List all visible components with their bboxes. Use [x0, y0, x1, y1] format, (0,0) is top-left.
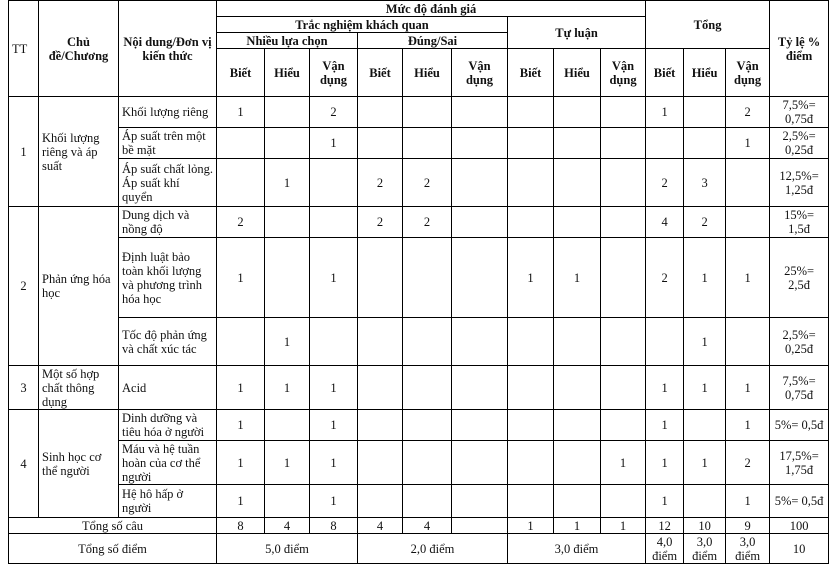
count-cell: [217, 159, 265, 207]
count-cell: 4: [646, 207, 684, 238]
count-cell: 1: [726, 410, 770, 441]
header-topic: Chủ đề/Chương: [39, 1, 119, 97]
count-cell: [554, 485, 601, 518]
score-ratio-cell: 5%= 0,5đ: [770, 485, 829, 518]
count-cell: [403, 318, 452, 366]
mcq-points-cell: 5,0 điểm: [217, 534, 358, 564]
count-cell: [508, 485, 554, 518]
count-cell: [358, 441, 403, 485]
essay-points-cell: 3,0 điểm: [508, 534, 646, 564]
count-cell: 2: [684, 207, 726, 238]
true-false-points-cell: 2,0 điểm: [358, 534, 508, 564]
count-cell: [217, 128, 265, 159]
count-cell: [726, 207, 770, 238]
assessment-matrix-table: [8, 0, 829, 564]
count-cell: 1: [646, 410, 684, 441]
count-cell: [601, 318, 646, 366]
count-cell: [508, 128, 554, 159]
score-ratio-cell: 17,5%= 1,75đ: [770, 441, 829, 485]
count-cell: [554, 441, 601, 485]
content-cell: Định luật bảo toàn khối lượng và phương trình hóa học: [119, 238, 217, 318]
count-cell: 1: [310, 128, 358, 159]
topic-cell: Phản ứng hóa học: [39, 207, 119, 366]
count-cell: 1: [217, 485, 265, 518]
count-cell: 1: [508, 238, 554, 318]
content-cell: Áp suất trên một bề mặt: [119, 128, 217, 159]
count-cell: 1: [310, 485, 358, 518]
score-ratio-cell: 5%= 0,5đ: [770, 410, 829, 441]
count-cell: 2: [310, 97, 358, 128]
count-cell: [508, 97, 554, 128]
count-cell: [452, 207, 508, 238]
count-cell: [265, 128, 310, 159]
level-header-cell: Vận dụng: [310, 49, 358, 97]
count-cell: [601, 97, 646, 128]
count-cell: [601, 207, 646, 238]
total-count-cell: 9: [726, 518, 770, 534]
count-cell: 1: [601, 441, 646, 485]
total-count-cell: 8: [217, 518, 265, 534]
count-cell: [403, 441, 452, 485]
total-count-cell: 10: [684, 518, 726, 534]
count-cell: [403, 410, 452, 441]
count-cell: 1: [646, 97, 684, 128]
count-cell: [601, 238, 646, 318]
total-count-cell: 4: [265, 518, 310, 534]
table-row: [9, 366, 829, 410]
count-cell: [358, 485, 403, 518]
count-cell: [358, 366, 403, 410]
level-header-cell: Vận dụng: [452, 49, 508, 97]
count-cell: 1: [310, 410, 358, 441]
score-ratio-cell: 7,5%= 0,75đ: [770, 366, 829, 410]
count-cell: 2: [726, 441, 770, 485]
count-cell: 1: [217, 238, 265, 318]
count-cell: [310, 159, 358, 207]
count-cell: 1: [310, 441, 358, 485]
count-cell: [684, 410, 726, 441]
score-ratio-cell: 12,5%= 1,25đ: [770, 159, 829, 207]
level-header-cell: Biết: [646, 49, 684, 97]
count-cell: 2: [403, 207, 452, 238]
count-cell: [508, 207, 554, 238]
count-cell: 3: [684, 159, 726, 207]
level-points-cell: 3,0 điểm: [684, 534, 726, 564]
topic-cell: Khối lượng riêng và áp suất: [39, 97, 119, 207]
level-points-cell: 4,0 điểm: [646, 534, 684, 564]
count-cell: [452, 318, 508, 366]
table-row: [9, 318, 829, 366]
count-cell: [358, 97, 403, 128]
count-cell: [601, 366, 646, 410]
total-points-ratio: 10: [770, 534, 829, 564]
count-cell: 1: [726, 128, 770, 159]
count-cell: 1: [646, 366, 684, 410]
header-essay: Tự luận: [508, 17, 646, 49]
count-cell: [265, 238, 310, 318]
level-header-cell: Hiểu: [684, 49, 726, 97]
row-index: 1: [9, 97, 39, 207]
count-cell: 1: [726, 485, 770, 518]
count-cell: [403, 485, 452, 518]
count-cell: 1: [684, 238, 726, 318]
count-cell: [265, 207, 310, 238]
total-count-cell: 1: [601, 518, 646, 534]
count-cell: 2: [726, 97, 770, 128]
count-cell: [554, 410, 601, 441]
row-index: 2: [9, 207, 39, 366]
topic-cell: Sinh học cơ thể người: [39, 410, 119, 518]
count-cell: [601, 128, 646, 159]
total-points-row: [9, 534, 829, 564]
content-cell: Máu và hệ tuần hoàn của cơ thể người: [119, 441, 217, 485]
count-cell: 1: [684, 366, 726, 410]
total-ratio-cell: 100: [770, 518, 829, 534]
count-cell: [217, 318, 265, 366]
count-cell: [646, 128, 684, 159]
count-cell: 1: [726, 238, 770, 318]
count-cell: [265, 485, 310, 518]
count-cell: 1: [217, 410, 265, 441]
level-header-cell: Vận dụng: [601, 49, 646, 97]
count-cell: [452, 128, 508, 159]
count-cell: 2: [358, 207, 403, 238]
total-count-cell: 12: [646, 518, 684, 534]
table-row: [9, 97, 829, 128]
score-ratio-cell: 2,5%= 0,25đ: [770, 128, 829, 159]
table-row: [9, 207, 829, 238]
header-tt: TT: [9, 1, 39, 97]
count-cell: [684, 128, 726, 159]
total-count-cell: 1: [508, 518, 554, 534]
count-cell: [726, 159, 770, 207]
score-ratio-cell: 7,5%= 0,75đ: [770, 97, 829, 128]
table-row: [9, 128, 829, 159]
count-cell: 1: [684, 318, 726, 366]
count-cell: 1: [265, 441, 310, 485]
count-cell: [601, 410, 646, 441]
count-cell: [601, 159, 646, 207]
level-header-cell: Biết: [508, 49, 554, 97]
count-cell: 2: [217, 207, 265, 238]
count-cell: [684, 97, 726, 128]
total-count-cell: [452, 518, 508, 534]
header-total: Tổng: [646, 1, 770, 49]
count-cell: 1: [265, 318, 310, 366]
count-cell: [358, 410, 403, 441]
count-cell: [508, 318, 554, 366]
level-header-cell: Biết: [217, 49, 265, 97]
total-count-cell: 4: [358, 518, 403, 534]
count-cell: [726, 318, 770, 366]
count-cell: [508, 366, 554, 410]
content-cell: Tốc độ phản ứng và chất xúc tác: [119, 318, 217, 366]
header-content: Nội dung/Đơn vị kiến thức: [119, 1, 217, 97]
count-cell: 1: [554, 238, 601, 318]
count-cell: [508, 159, 554, 207]
score-ratio-cell: 15%= 1,5đ: [770, 207, 829, 238]
content-cell: Dung dịch và nồng độ: [119, 207, 217, 238]
count-cell: [310, 318, 358, 366]
content-cell: Dinh dưỡng và tiêu hóa ở người: [119, 410, 217, 441]
row-index: 4: [9, 410, 39, 518]
count-cell: 2: [646, 238, 684, 318]
count-cell: [358, 128, 403, 159]
table-row: [9, 441, 829, 485]
count-cell: [265, 410, 310, 441]
count-cell: [358, 318, 403, 366]
count-cell: [403, 97, 452, 128]
level-header-cell: Hiểu: [403, 49, 452, 97]
count-cell: 1: [684, 441, 726, 485]
level-points-cell: 3,0 điểm: [726, 534, 770, 564]
count-cell: [403, 238, 452, 318]
content-cell: Hệ hô hấp ở người: [119, 485, 217, 518]
row-index: 3: [9, 366, 39, 410]
count-cell: [508, 410, 554, 441]
count-cell: 1: [726, 366, 770, 410]
count-cell: 1: [310, 366, 358, 410]
count-cell: [554, 318, 601, 366]
total-count-cell: 1: [554, 518, 601, 534]
count-cell: [452, 159, 508, 207]
table-row: [9, 159, 829, 207]
count-cell: [452, 441, 508, 485]
total-questions-row: [9, 518, 829, 534]
count-cell: [684, 485, 726, 518]
content-cell: Acid: [119, 366, 217, 410]
table-row: [9, 410, 829, 441]
total-count-cell: 8: [310, 518, 358, 534]
header-multiple-choice: Nhiều lựa chọn: [217, 33, 358, 49]
count-cell: [358, 238, 403, 318]
count-cell: 1: [646, 441, 684, 485]
level-header-cell: Hiểu: [265, 49, 310, 97]
total-count-cell: 4: [403, 518, 452, 534]
total-questions-label: Tổng số câu: [9, 518, 217, 534]
count-cell: [554, 159, 601, 207]
count-cell: [554, 366, 601, 410]
count-cell: [452, 485, 508, 518]
count-cell: 1: [217, 97, 265, 128]
count-cell: [508, 441, 554, 485]
count-cell: 2: [403, 159, 452, 207]
table-row: [9, 238, 829, 318]
count-cell: [265, 97, 310, 128]
count-cell: 1: [646, 485, 684, 518]
header-score-ratio: Tỷ lệ % điểm: [770, 1, 829, 97]
count-cell: 1: [217, 441, 265, 485]
content-cell: Khối lượng riêng: [119, 97, 217, 128]
count-cell: [452, 410, 508, 441]
count-cell: [452, 366, 508, 410]
level-header-cell: Hiểu: [554, 49, 601, 97]
table-row: [9, 485, 829, 518]
count-cell: [554, 128, 601, 159]
count-cell: 1: [310, 238, 358, 318]
count-cell: 1: [217, 366, 265, 410]
count-cell: [310, 207, 358, 238]
header-objective-test: Trắc nghiệm khách quan: [217, 17, 508, 33]
count-cell: [452, 238, 508, 318]
total-points-label: Tổng số điểm: [9, 534, 217, 564]
count-cell: [403, 128, 452, 159]
count-cell: [403, 366, 452, 410]
count-cell: 1: [265, 159, 310, 207]
level-header-cell: Vận dụng: [726, 49, 770, 97]
score-ratio-cell: 25%= 2,5đ: [770, 238, 829, 318]
header-true-false: Đúng/Sai: [358, 33, 508, 49]
count-cell: [554, 97, 601, 128]
count-cell: 2: [358, 159, 403, 207]
topic-cell: Một số hợp chất thông dụng: [39, 366, 119, 410]
header-assessment-level: Mức độ đánh giá: [217, 1, 646, 17]
score-ratio-cell: 2,5%= 0,25đ: [770, 318, 829, 366]
count-cell: [554, 207, 601, 238]
count-cell: [601, 485, 646, 518]
content-cell: Áp suất chất lỏng. Áp suất khí quyển: [119, 159, 217, 207]
level-header-cell: Biết: [358, 49, 403, 97]
count-cell: 1: [265, 366, 310, 410]
count-cell: [452, 97, 508, 128]
count-cell: [646, 318, 684, 366]
count-cell: 2: [646, 159, 684, 207]
